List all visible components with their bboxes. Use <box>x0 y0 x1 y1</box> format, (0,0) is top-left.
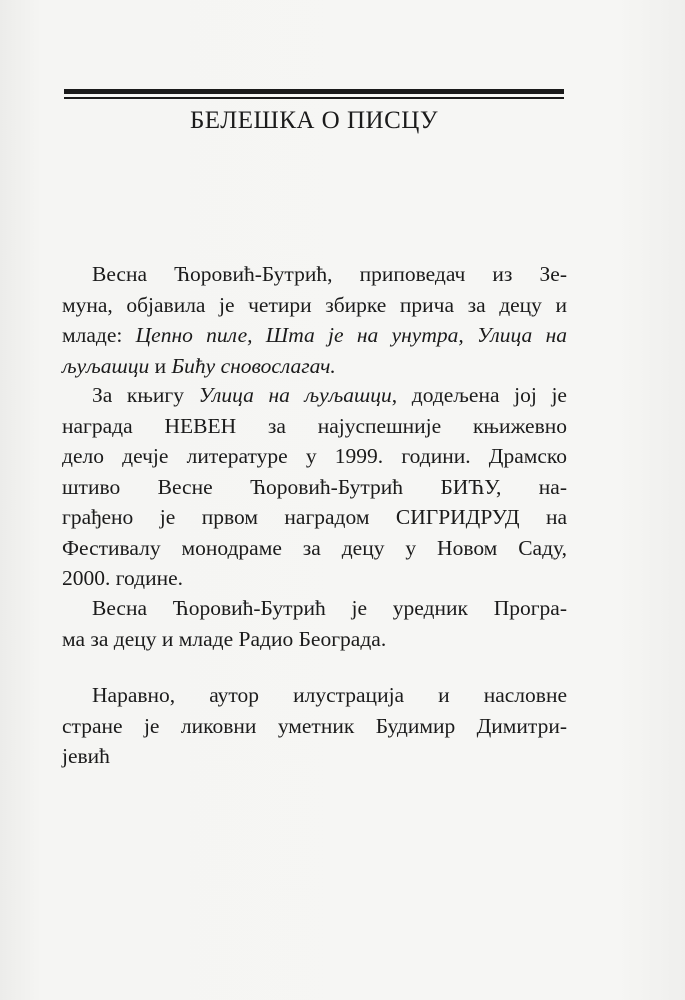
text-run: , додељена јој је <box>391 383 567 407</box>
italic-title: љуљашци <box>62 353 150 378</box>
text-run: и <box>149 353 172 378</box>
paragraph-3 <box>62 593 567 654</box>
header-rule-thin <box>64 97 564 99</box>
italic-title: Улица на љуљашци <box>198 383 392 407</box>
italic-title: Бићу сновослагач. <box>171 353 336 378</box>
paragraph-4-line-1: Наравно, аутор илустрација и насловне <box>92 683 567 707</box>
paragraph-4-line-2: стране је ликовни уметник Будимир Димитри- <box>62 713 567 738</box>
paragraph-2-line-5: грађено је првом наградом СИГРИДРУД на <box>62 505 567 529</box>
paragraph-2-line-3: дело дечје литературе у 1999. години. Драмско <box>62 444 567 468</box>
text-run: младе: <box>62 323 136 347</box>
paragraph-2-line-1 <box>62 380 567 411</box>
paragraph-1-line-2: муна, објавила је четири збирке прича за децу и <box>62 292 567 317</box>
paragraph-1-line-1: Весна Ћоровић-Бутрић, приповедач из Зе- <box>92 262 567 286</box>
paragraph-1 <box>62 259 567 381</box>
paragraph-2-line-7: 2000. године. <box>62 566 184 590</box>
paragraph-3-line-1: Весна Ћоровић-Бутрић је уредник Програ- <box>92 596 567 620</box>
paragraph-1-line-3 <box>62 320 567 351</box>
paragraph-3-line-2: ма за децу и младе Радио Београда. <box>62 626 387 651</box>
paragraph-2-line-4: штиво Весне Ћоровић-Бутрић БИЋУ, на- <box>62 474 567 499</box>
page-title: БЕЛЕШКА О ПИСЦУ <box>189 107 439 134</box>
paragraph-4 <box>62 680 567 772</box>
header-rule-thick <box>64 89 564 94</box>
text-run: За књигу <box>92 383 199 407</box>
paragraph-2-line-6: Фестивалу монодраме за децу у Новом Саду, <box>62 535 567 560</box>
paragraph-2 <box>62 380 567 594</box>
paragraph-2-line-2: награда НЕВЕН за најуспешније књижевно <box>62 413 567 438</box>
italic-titles: Цепно пиле, Шта је на унутра, Улица на <box>135 323 568 347</box>
paragraph-1-line-4 <box>62 351 567 382</box>
paragraph-4-line-3: јевић <box>62 744 110 768</box>
